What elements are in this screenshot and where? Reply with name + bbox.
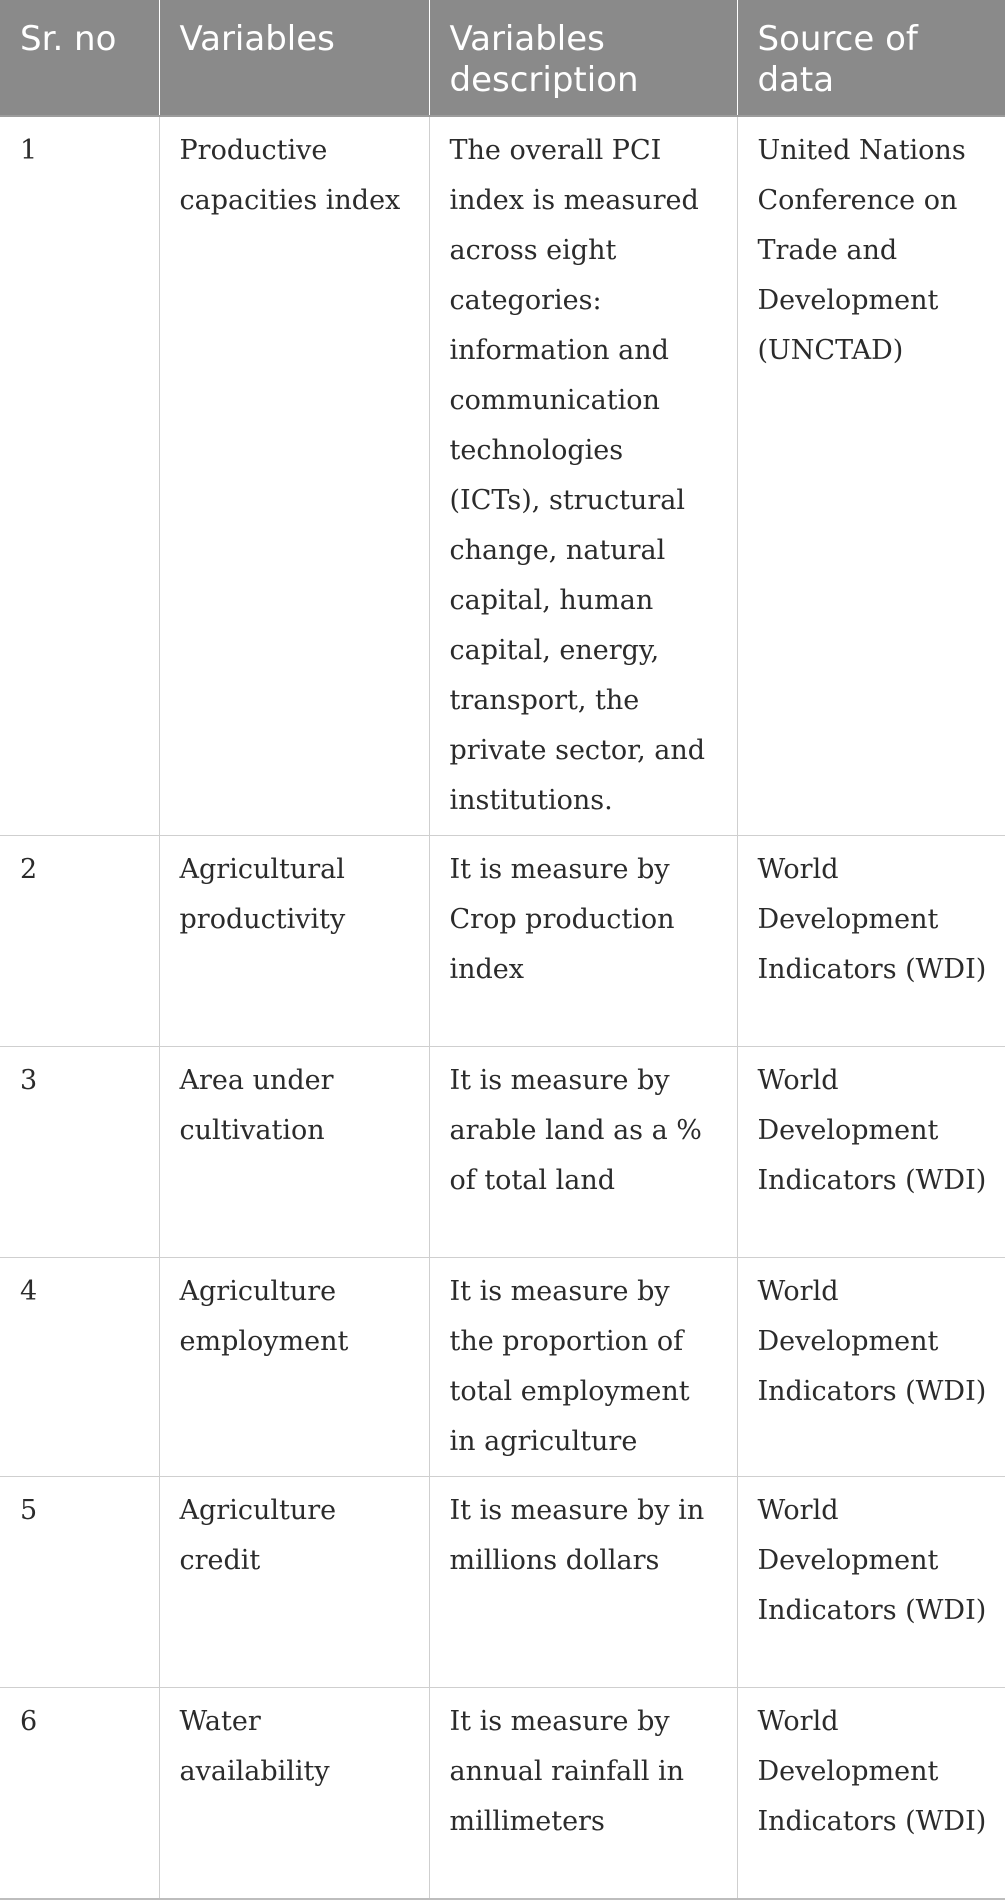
cell-variable: Area under cultivation	[159, 1047, 429, 1258]
cell-sr-no: 2	[0, 836, 159, 1047]
table-row	[0, 116, 1005, 836]
header-variables-description: Variables description	[429, 0, 737, 116]
cell-variable: Water availability	[159, 1688, 429, 1900]
cell-description: It is measure by Crop production index	[429, 836, 737, 1047]
cell-sr-no: 5	[0, 1477, 159, 1688]
header-row	[0, 0, 1005, 116]
header-variables: Variables	[159, 0, 429, 116]
cell-description: The overall PCI index is measured across eight categories: information and communication technologies (ICTs), structural change, natural capital, human capital, energy, transport, the private sector, and institutions.	[429, 116, 737, 836]
cell-description: It is measure by the proportion of total employment in agriculture	[429, 1258, 737, 1477]
table-row	[0, 1047, 1005, 1258]
cell-source: World Development Indicators (WDI)	[737, 1047, 1005, 1258]
cell-variable: Agriculture credit	[159, 1477, 429, 1688]
table-row	[0, 836, 1005, 1047]
cell-description: It is measure by annual rainfall in millimeters	[429, 1688, 737, 1900]
cell-variable: Agriculture employment	[159, 1258, 429, 1477]
cell-sr-no: 1	[0, 116, 159, 836]
header-source-of-data: Source of data	[737, 0, 1005, 116]
cell-variable: Productive capacities index	[159, 116, 429, 836]
cell-description: It is measure by in millions dollars	[429, 1477, 737, 1688]
cell-source: World Development Indicators (WDI)	[737, 1477, 1005, 1688]
cell-sr-no: 3	[0, 1047, 159, 1258]
cell-description: It is measure by arable land as a % of total land	[429, 1047, 737, 1258]
table-row	[0, 1477, 1005, 1688]
table-row	[0, 1688, 1005, 1900]
cell-source: World Development Indicators (WDI)	[737, 1258, 1005, 1477]
cell-source: World Development Indicators (WDI)	[737, 1688, 1005, 1900]
cell-source: United Nations Conference on Trade and Development (UNCTAD)	[737, 116, 1005, 836]
cell-sr-no: 6	[0, 1688, 159, 1900]
cell-variable: Agricultural productivity	[159, 836, 429, 1047]
table-body	[0, 116, 1005, 1899]
header-sr-no: Sr. no	[0, 0, 159, 116]
cell-source: World Development Indicators (WDI)	[737, 836, 1005, 1047]
table-row	[0, 1258, 1005, 1477]
table-header	[0, 0, 1005, 116]
cell-sr-no: 4	[0, 1258, 159, 1477]
